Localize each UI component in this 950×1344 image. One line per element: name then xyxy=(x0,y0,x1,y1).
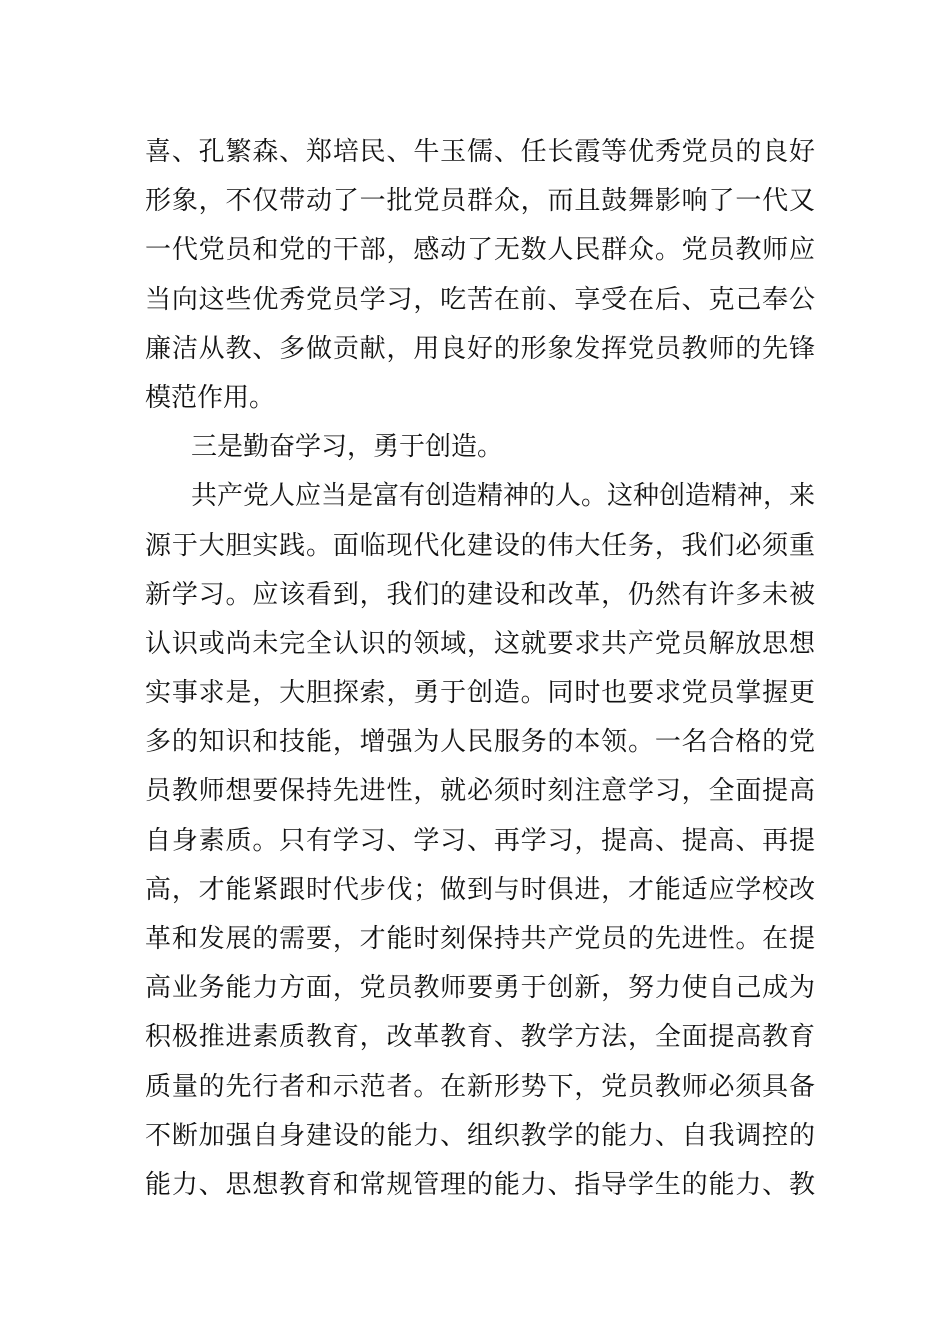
paragraph-end-line: 模范作用。 xyxy=(145,382,276,413)
text-line: 形象，不仅带动了一批党员群众，而且鼓舞影响了一代又 xyxy=(145,186,815,217)
text-line: 能力、思想教育和常规管理的能力、指导学生的能力、教 xyxy=(145,1169,815,1200)
text-line: 高业务能力方面，党员教师要勇于创新，努力使自己成为 xyxy=(145,973,815,1004)
paragraph-start-line: 共产党人应当是富有创造精神的人。这种创造精神，来 xyxy=(191,481,816,512)
section-heading: 三是勤奋学习，勇于创造。 xyxy=(191,432,504,463)
text-line: 质量的先行者和示范者。在新形势下，党员教师必须具备 xyxy=(145,1071,815,1102)
document-page xyxy=(145,128,815,1210)
text-line: 一代党员和党的干部，感动了无数人民群众。党员教师应 xyxy=(145,235,815,266)
text-line: 革和发展的需要，才能时刻保持共产党员的先进性。在提 xyxy=(145,924,815,954)
text-line: 新学习。应该看到，我们的建设和改革，仍然有许多未被 xyxy=(145,579,815,610)
text-line: 廉洁从教、多做贡献，用良好的形象发挥党员教师的先锋 xyxy=(145,333,815,364)
text-line: 喜、孔繁森、郑培民、牛玉儒、任长霞等优秀党员的良好 xyxy=(145,137,815,167)
text-line: 不断加强自身建设的能力、组织教学的能力、自我调控的 xyxy=(145,1120,815,1151)
text-line: 积极推进素质教育，改革教育、教学方法，全面提高教育 xyxy=(145,1022,815,1053)
text-line: 认识或尚未完全认识的领域，这就要求共产党员解放思想 xyxy=(145,628,815,659)
text-line: 员教师想要保持先进性，就必须时刻注意学习，全面提高 xyxy=(145,776,815,807)
text-line: 实事求是，大胆探索，勇于创造。同时也要求党员掌握更 xyxy=(145,678,815,709)
text-line: 自身素质。只有学习、学习、再学习，提高、提高、再提 xyxy=(145,825,815,856)
text-line: 当向这些优秀党员学习，吃苦在前、享受在后、克己奉公 xyxy=(145,284,815,315)
text-line: 高，才能紧跟时代步伐；做到与时俱进，才能适应学校改 xyxy=(145,874,815,905)
text-line: 多的知识和技能，增强为人民服务的本领。一名合格的党 xyxy=(145,727,815,758)
text-line: 源于大胆实践。面临现代化建设的伟大任务，我们必须重 xyxy=(145,530,815,561)
